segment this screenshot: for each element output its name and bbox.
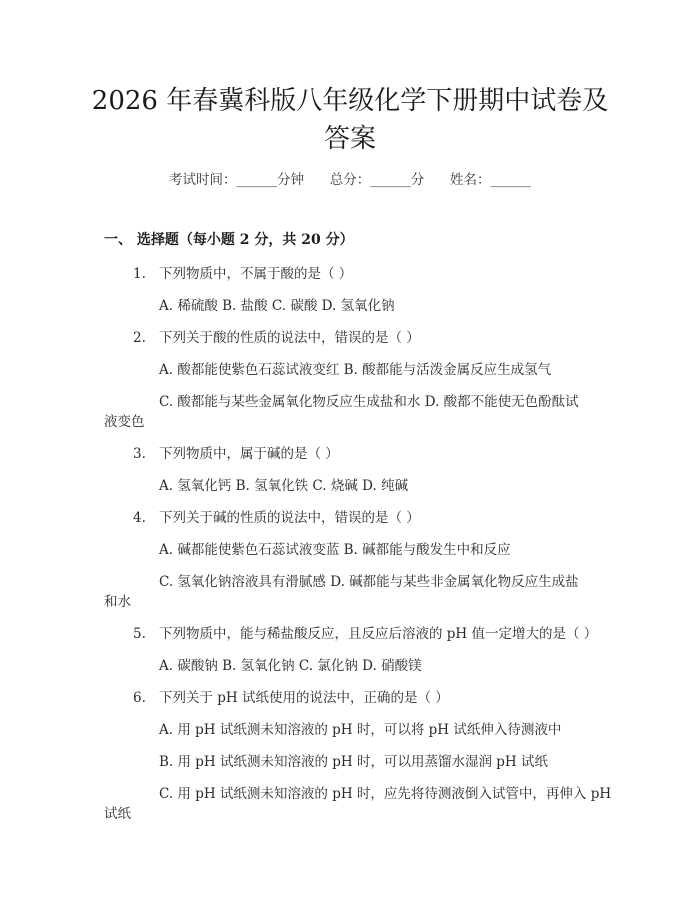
question-5-options: A. 碳酸钠 B. 氢氧化钠 C. 氯化钠 D. 硝酸镁 xyxy=(159,658,422,674)
question-number: 2. xyxy=(133,330,146,346)
page-title xyxy=(80,82,620,158)
question-stem: 下列关于酸的性质的说法中，错误的是（ ） xyxy=(159,330,420,346)
question-6-option-c: C. 用 pH 试纸测未知溶液的 pH 时，应先将待测液倒入试管中，再伸入 pH xyxy=(159,786,612,802)
title-line-2: 答案 xyxy=(323,124,376,154)
question-4-continuation: 和水 xyxy=(104,594,131,610)
question-number: 5. xyxy=(133,626,146,642)
question-6-option-a: A. 用 pH 试纸测未知溶液的 pH 时，可以将 pH 试纸伸入待测液中 xyxy=(159,722,562,738)
question-stem: 下列物质中，属于碱的是（ ） xyxy=(159,446,339,462)
question-3-options: A. 氢氧化钙 B. 氢氧化铁 C. 烧碱 D. 纯碱 xyxy=(159,478,409,494)
question-1 xyxy=(133,262,352,282)
question-stem: 下列关于碱的性质的说法中，错误的是（ ） xyxy=(159,510,420,526)
question-4-options-ab: A. 碱都能使紫色石蕊试液变蓝 B. 碱都能与酸发生中和反应 xyxy=(159,542,511,558)
question-stem: 下列物质中，不属于酸的是（ ） xyxy=(159,266,353,282)
question-2-options-cd: C. 酸都能与某些金属氧化物反应生成盐和水 D. 酸都不能使无色酚酞试 xyxy=(159,394,579,410)
title-line-1: 2026 年春冀科版八年级化学下册期中试卷及 xyxy=(91,86,609,116)
question-number: 6. xyxy=(133,690,146,706)
question-6-option-b: B. 用 pH 试纸测未知溶液的 pH 时，可以用蒸馏水湿润 pH 试纸 xyxy=(159,754,548,770)
question-6-continuation: 试纸 xyxy=(104,806,131,822)
question-number: 3. xyxy=(133,446,146,462)
section-heading: 一、 选择题（每小题 2 分，共 20 分） xyxy=(104,232,354,248)
question-number: 4. xyxy=(133,510,146,526)
question-1-options: A. 稀硫酸 B. 盐酸 C. 碳酸 D. 氢氧化钠 xyxy=(159,298,395,314)
question-2-options-ab: A. 酸都能使紫色石蕊试液变红 B. 酸都能与活泼金属反应生成氢气 xyxy=(159,362,552,378)
question-stem: 下列物质中，能与稀盐酸反应，且反应后溶液的 pH 值一定增大的是（ ） xyxy=(159,626,598,642)
question-6 xyxy=(133,686,449,706)
exam-info-line: 考试时间：______分钟 总分：______分 姓名：______ xyxy=(169,172,531,188)
question-3 xyxy=(133,442,339,462)
question-4-options-cd: C. 氢氧化钠溶液具有滑腻感 D. 碱都能与某些非金属氧化物反应生成盐 xyxy=(159,574,579,590)
question-stem: 下列关于 pH 试纸使用的说法中，正确的是（ ） xyxy=(159,690,449,706)
question-number: 1. xyxy=(133,266,146,282)
question-2-continuation: 液变色 xyxy=(104,414,145,430)
question-2 xyxy=(133,326,420,346)
question-4 xyxy=(133,506,420,526)
question-5 xyxy=(133,622,597,642)
